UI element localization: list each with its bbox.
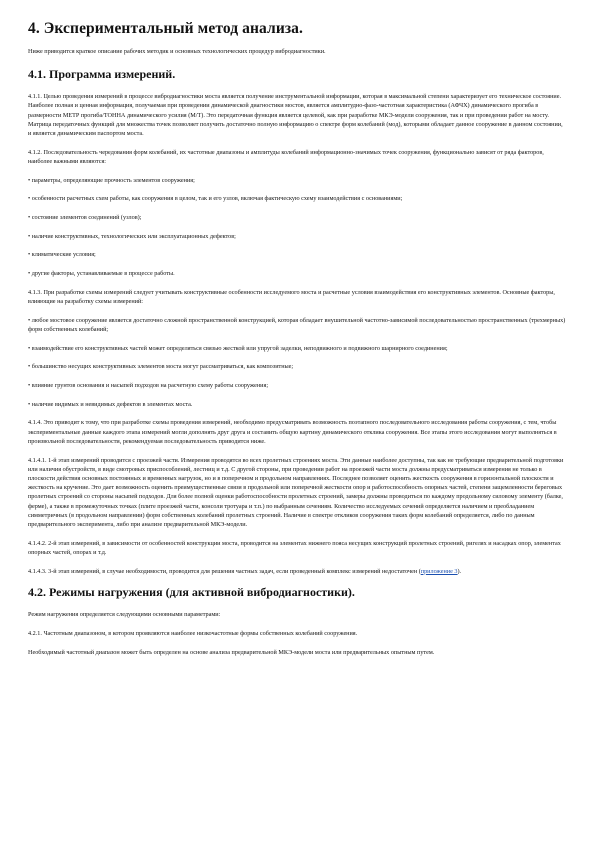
paragraph-4-1-3: 4.1.3. При разработке схемы измерений следует учитывать конструктивные особенности исследуемого моста и расчетные условия взаимодействия его конструктивных элементов. Основные факторы, влияющие на разработку схемы измерений: — [28, 288, 555, 306]
bullet-item: • взаимодействие его конструктивных частей может определяться связью жесткой или упругой заделки, неподвижного и подвижного шарнирного соединения; — [28, 344, 448, 352]
paragraph-text: 4.1.4.3. 3-й этап измерений, в случае необходимости, проводится для решения частных задач, если проведенный комплекс измерений недостаточен ( — [28, 567, 421, 575]
paragraph-4-2-1: 4.2.1. Частотным диапазоном, в котором проявляются наиболее низкочастотные формы собственных колебаний сооружения. — [28, 630, 358, 638]
paragraph-4-1-4-3 — [28, 567, 567, 576]
bullet-item: • большинство несущих конструктивных элементов моста могут рассматриваться, как композитные; — [28, 363, 294, 371]
bullet-item: • наличие видимых и невидимых дефектов в элементах моста. — [28, 400, 193, 408]
paragraph-4-1-4-1: 4.1.4.1. 1-й этап измерений проводится с проезжей части. Измерения проводятся во всех пролетных строениях моста. Эти данные наиболее доступны, так как не требующие предварительной подготовки или наличия обустройств, в виде смотровых приспособлений, лестниц и т.д. С другой стороны, при проведении работ на проезжей части моста должны предусматриваться измерения не только в плоскости действия основных постоянных и временных нагрузок, но и в поперечном и продольном направлениях. Последнее позволяет оценить жесткость сооружения в горизонтальной плоскости и жесткость на кручение. Это дает возможность оценить преимущественные связи в продольной или поперечной жесткости опор и работоспособность опорных частей, степени защемленности береговых пролетных строений со стороны насыпей подходов. Для более полной оценки работоспособности пролетных строений, замеры должны проводиться по каждому продольному силовому элементу (балке, ферме), а также в промежуточных точках (плите проезжей части, консоли тротуара и т.п.) по выбранным сечениям. Количество исследуемых сечений определяется наличием и преобладанием симметричных (в продольном направлении) форм собственных колебаний пролетных строений. Наличие в спектре откликов сооружения таких форм колебаний определяется, либо по данным предварительного эксперимента, либо при анализе предварительной МКЭ-модели. — [28, 456, 564, 528]
paragraph-frequency-range: Необходимый частотный диапазон может быть определен на основе анализа предварительной МКЭ-модели моста или предварительных опытным путем. — [28, 648, 435, 656]
paragraph-4-1-1: 4.1.1. Целью проведения измерений в процессе вибродиагностики моста является получение инструментальной информации, которая в максимальной степени характеризует его техническое состояние. Наиболее полная и ценная информация, получаемая при проведении динамической диагностики мостов, является амплитудно-фазо-частотная характеристика (АФЧХ) динамического прогиба в размерности МЕТР прогиба/ТОННА динамического усилия (М/Т). Это передаточная функция является целевой, как при разработке МКЭ-модели сооружения, так и при проведении работ на мосту. Матрица передаточных функций для множества точек позволяет получить достаточно полную информацию о спектре форм колебаний (мод), которыми обладает данное сооружение в данном состоянии, и является динамическим паспортом моста. — [28, 93, 563, 138]
paragraph-4-1-4-2: 4.1.4.2. 2-й этап измерений, в зависимости от особенностей конструкции моста, проводится на элементах нижнего пояса несущих конструкций пролетных строений, ригелях и насадках опор, элементах опорных частей, опорах и т.д. — [28, 539, 561, 556]
bullet-item: • особенности расчетных схем работы, как сооружения в целом, так и его узлов, включая фактическую схему взаимодействия с основаниями; — [28, 195, 403, 203]
paragraph-4-1-4: 4.1.4. Это приводит к тому, что при разработке схемы проведения измерений, необходимо предусматривать возможность поэтапного последовательного исследования работы сооружения, с тем, чтобы экспериментальные данные каждого этапа измерений могли дополнять друг друга и составить общую картину динамического отклика сооружения. Все этапы этого исследования могут выполняться в произвольной последовательности, рекомендуемая последовательность приводится ниже. — [28, 419, 557, 445]
bullet-item: • любое мостовое сооружение является достаточно сложной пространственной конструкцией, которая обладает внушительной частотно-зависимой последовательностью пространственных (трехмерных) форм собственных колебаний; — [28, 316, 566, 333]
intro-paragraph: Ниже приводится краткое описание рабочих методик и основных технологических процедур вибродиагностики. — [28, 48, 326, 55]
page-title: 4. Экспериментальный метод анализа. — [28, 20, 303, 37]
bullet-item: • наличие конструктивных, технологических или эксплуатационных дефектов; — [28, 232, 236, 240]
paragraph-text-end: ). — [457, 567, 462, 575]
paragraph-4-1-2: 4.1.2. Последовательность чередования форм колебаний, их частотные диапазоны и амплитуды колебаний информационно-значимых точек сооружения, функционально зависят от ряда факторов, наиболее важными являются: — [28, 148, 544, 165]
paragraph-loading-mode: Режим нагружения определяется следующими основными параметрами: — [28, 611, 221, 619]
section-heading-4-1: 4.1. Программа измерений. — [28, 67, 176, 82]
section-heading-4-2: 4.2. Режимы нагружения (для активной вибродиагностики). — [28, 585, 355, 600]
bullet-item: • климатические условия; — [28, 251, 96, 259]
bullet-item: • параметры, определяющие прочность элементов сооружения; — [28, 176, 195, 184]
appendix-3-link[interactable]: приложение 3 — [420, 567, 458, 575]
bullet-item: • другие факторы, устанавливаемые в процессе работы. — [28, 270, 175, 278]
bullet-item: • состояние элементов соединений (узлов); — [28, 214, 142, 222]
bullet-item: • влияние грунтов основания и насыпей подходов на расчетную схему работы сооружения; — [28, 382, 269, 390]
